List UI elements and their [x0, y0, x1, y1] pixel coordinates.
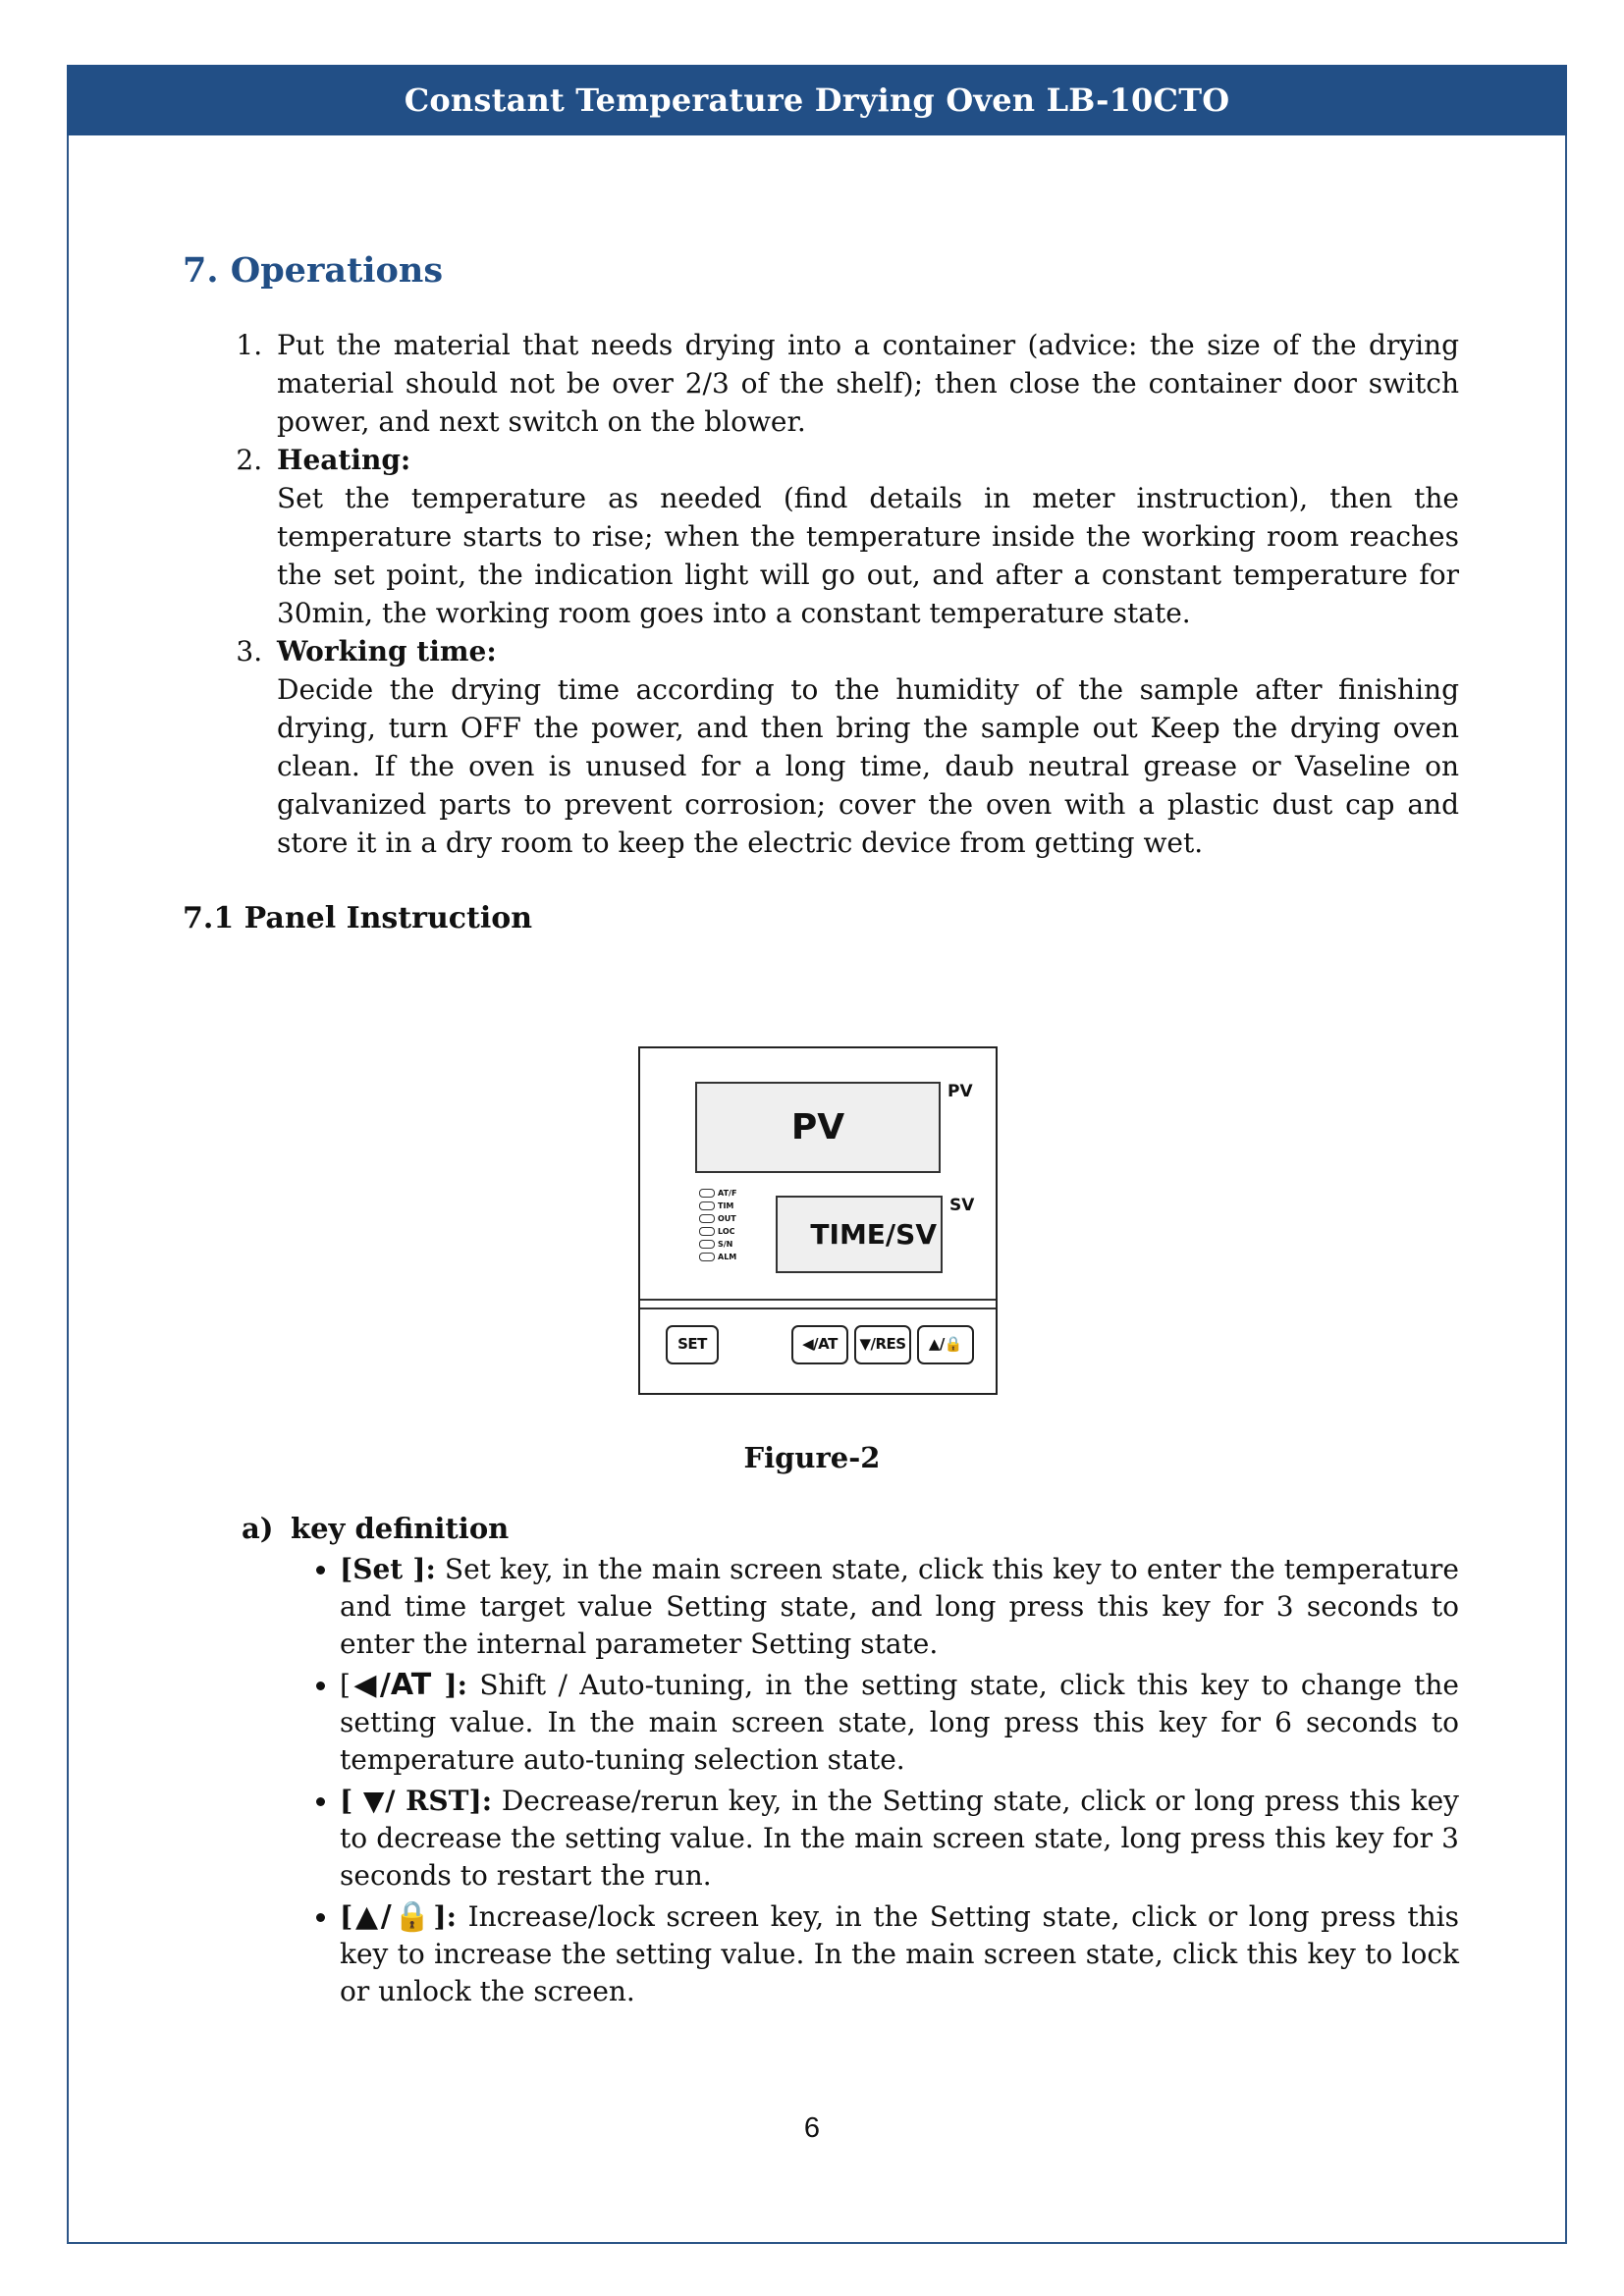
- figure-caption: Figure-2: [743, 1441, 881, 1474]
- set-key-illustration: SET: [666, 1325, 719, 1364]
- key-item: • [▲/🔒]: Increase/lock screen key, in the Setting state, click or long press this key to increase the setting value. In the main screen state, click this key to lock or unlock the screen.: [340, 1898, 1459, 2010]
- step-text: Decide the drying time according to the humidity of the sample after finishing drying, turn OFF the power, and then bring the sample out Keep the drying oven clean. If the oven is unused for a long time, daub neutral grease or Vaseline on galvanized parts to prevent corrosion; cover the oven with a plastic dust cap and store it in a dry room to keep the electric device from getting wet.: [277, 673, 1459, 859]
- key-description: Shift / Auto-tuning, in the setting state, click this key to change the setting value. In the main screen state, long press this key for 6 seconds to temperature auto-tuning selection state.: [340, 1669, 1459, 1776]
- indicator-light: LOC: [699, 1225, 736, 1238]
- key-item: [340, 1551, 1459, 1663]
- key-definition-title: [242, 1512, 1459, 1545]
- step-text: Set the temperature as needed (find details in meter instruction), then the temperature starts to rise; when the temperature inside the working room reaches the set point, the indication light will go out, and after a constant temperature for 30min, the working room goes into a constant temperature state.: [277, 482, 1459, 629]
- step-item: [271, 441, 1459, 632]
- step-item: [271, 326, 1459, 441]
- indicator-light: ALM: [699, 1251, 736, 1263]
- pv-tag: PV: [947, 1082, 973, 1101]
- key-definition-section: [242, 1512, 1459, 2014]
- list-letter: a): [242, 1512, 274, 1545]
- step-item: [271, 632, 1459, 862]
- control-panel-figure: [638, 1046, 998, 1395]
- key-definition-heading: key definition: [291, 1512, 510, 1545]
- document-header: Constant Temperature Drying Oven LB-10CTO: [67, 65, 1567, 135]
- key-item: [340, 1783, 1459, 1895]
- decrease-key-label: [ ▼/ RST]:: [340, 1785, 493, 1817]
- shift-key-icon: ◀/AT: [350, 1668, 432, 1702]
- step-heading: Working time:: [277, 635, 497, 667]
- page-number: 6: [803, 2112, 821, 2144]
- indicator-light: AT/F: [699, 1187, 736, 1200]
- set-key-label: [Set ]:: [340, 1553, 436, 1585]
- sv-display: TIME/SV: [776, 1196, 943, 1273]
- key-description: Set key, in the main screen state, click this key to enter the temperature and time target value Setting state, and long press this key for 3 seconds to enter the internal parameter Setting state.: [340, 1553, 1459, 1660]
- key-definition-list: [242, 1551, 1459, 2010]
- lock-icon: ▲/🔒: [352, 1899, 434, 1934]
- down-key-illustration: ▼/RES: [854, 1325, 911, 1364]
- sv-tag: SV: [949, 1196, 975, 1215]
- shift-key-illustration: ◀/AT: [791, 1325, 848, 1364]
- up-key-illustration: ▲/🔒: [917, 1325, 974, 1364]
- pv-display: PV: [695, 1082, 941, 1173]
- key-item: • [◀/AT ]: Shift / Auto-tuning, in the setting state, click this key to change the setting value. In the main screen state, long press this key for 6 seconds to temperature auto-tuning selection state.: [340, 1667, 1459, 1779]
- key-description: Increase/lock screen key, in the Setting state, click or long press this key to increase the setting value. In the main screen state, click this key to lock or unlock the screen.: [340, 1900, 1459, 2007]
- indicator-light: TIM: [699, 1200, 736, 1212]
- indicator-lights: [699, 1187, 736, 1263]
- step-text: Put the material that needs drying into a container (advice: the size of the drying material should not be over 2/3 of the shelf); then close the container door switch power, and next switch on the blower.: [277, 329, 1459, 438]
- panel-divider: [640, 1299, 996, 1309]
- operation-steps: [183, 326, 1459, 862]
- indicator-light: OUT: [699, 1212, 736, 1225]
- indicator-light: S/N: [699, 1238, 736, 1251]
- operations-section: [183, 250, 1459, 969]
- section-title: 7. Operations: [183, 250, 444, 291]
- step-heading: Heating:: [277, 444, 411, 476]
- key-description: Decrease/rerun key, in the Setting state, click or long press this key to decrease the setting value. In the main screen state, long press this key for 3 seconds to restart the run.: [340, 1785, 1459, 1892]
- panel-instruction-title: 7.1 Panel Instruction: [183, 901, 533, 935]
